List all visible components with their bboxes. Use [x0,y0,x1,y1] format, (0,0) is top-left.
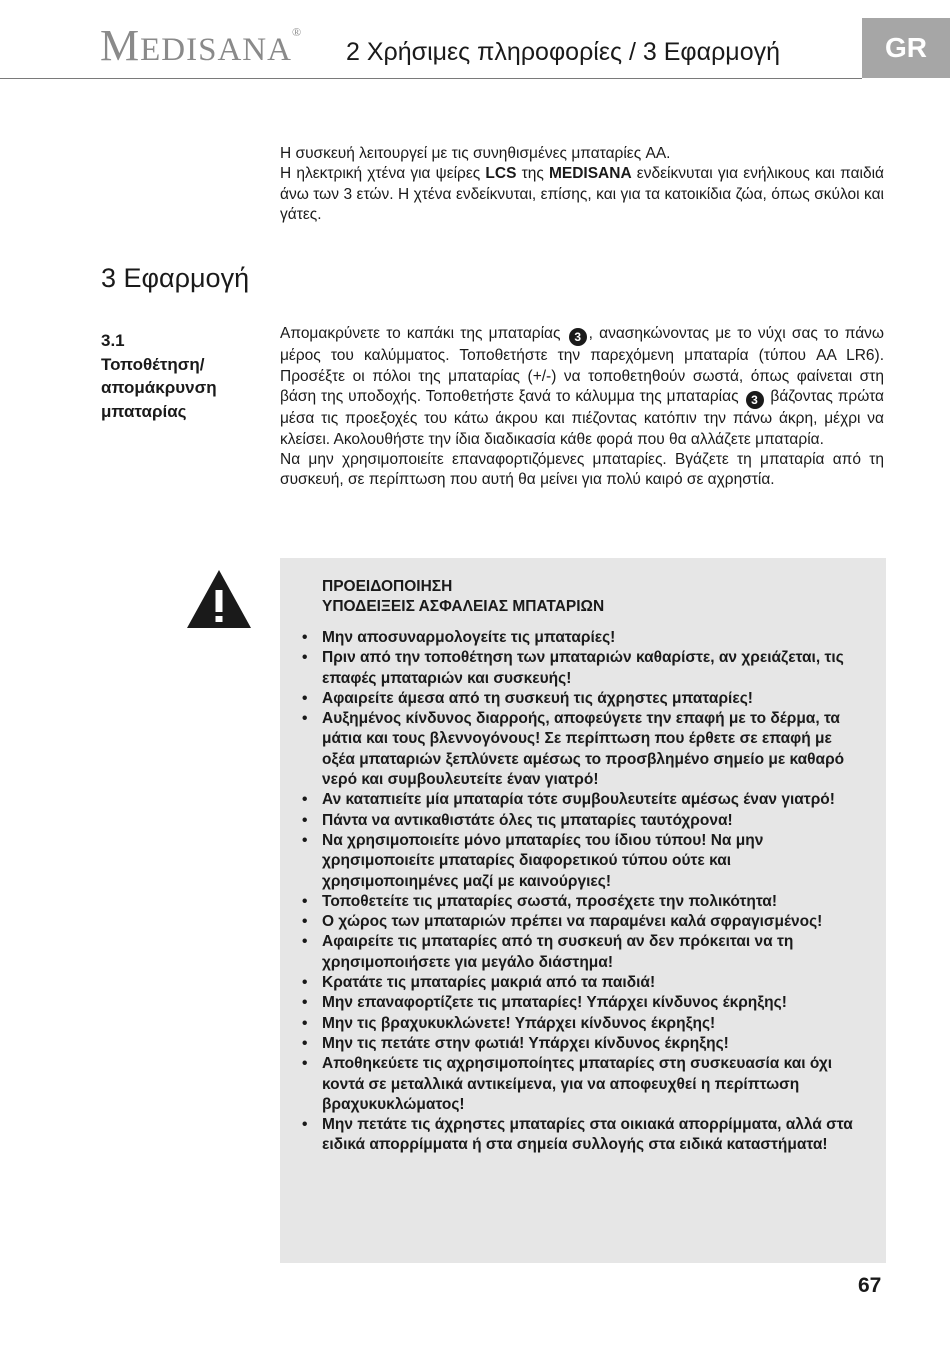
medisana-logo: MEDISANA® [100,21,303,70]
warning-heading-line-1: ΠΡΟΕΙΔΟΠΟΙΗΣΗ [322,578,453,595]
subsection-line-2: απομάκρυνση [101,378,217,397]
subsection-line-3: μπαταρίας [101,401,187,421]
warning-heading-line-2: ΥΠΟΔΕΙΞΕΙΣ ΑΣΦΑΛΕΙΑΣ ΜΠΑΤΑΡΙΩΝ [322,598,605,616]
warning-item: • Κρατάτε τις μπαταρίες μακριά από τα παιδιά! [302,973,864,993]
subsection-number: 3.1 [101,331,125,350]
warning-item: • Αυξημένος κίνδυνος διαρροής, αποφεύγετε την επαφή με το δέρμα, τα μάτια και τους βλεννογόνους! Σε περίπτωση που έρθετε σε επαφή με οξέα μπαταριών ξεπλύνετε αμέσως το προσβλημένο σημείο με καθαρό νερό και συμβουλευτείτε έναν γιατρό! [302,709,864,790]
subsection-line-1: Τοποθέτηση/ [101,354,205,374]
header-divider [0,78,862,79]
subsection-title [101,329,271,423]
intro-text [280,144,884,226]
warning-triangle-icon [185,568,253,630]
warning-item: • Μην αποσυναρμολογείτε τις μπαταρίες! [302,628,864,648]
warning-item: • Μην τις βραχυκυκλώνετε! Υπάρχει κίνδυνος έκρηξης! [302,1014,864,1034]
warning-item: • Να χρησιμοποιείτε μόνο μπαταρίες του ίδιου τύπου! Να μην χρησιμοποιείτε μπαταρίες διαφορετικού τύπου ούτε και χρησιμοποιημένες μαζί με καινούργιες! [302,831,864,892]
warning-item: • Πριν από την τοποθέτηση των μπαταριών καθαρίστε, αν χρειάζεται, τις επαφές μπαταριών και συσκευής! [302,648,864,689]
warning-box [280,558,886,1263]
warning-item: • Αν καταπιείτε μία μπαταρία τότε συμβουλευτείτε αμέσως έναν γιατρό! [302,790,864,810]
section-title: 3 Εφαρμογή [101,263,250,293]
instructions-paragraph-1: Απομακρύνετε το καπάκι της μπαταρίας 3 , ανασηκώνοντας με το νύχι σας το πάνω μέρος του καλύμματος. Τοποθετήστε την παρεχόμενη μπαταρία (τύπου AA LR6). Προσέξτε οι πόλοι της μπαταρίας (+/-) να τοποθετηθούν σωστά, όπως φαίνεται στη βάση της υποδοχής. Τοποθετήστε ξανά το κάλυμμα της μπαταρίας 3 βάζοντας πρώτα μέσα τις προεξοχές του κάτω άκρου και πιέζοντας κατόπιν την πάνω άκρη, μέχρι να κλείσει. Ακολουθήστε την ίδια διαδικασία κάθε φορά που θα αλλάζετε μπαταρία. [280,325,885,448]
warning-item: • Αφαιρείτε άμεσα από τη συσκευή τις άχρηστες μπαταρίες! [302,689,864,709]
instructions-paragraph-2: Να μην χρησιμοποιείτε επαναφορτιζόμενες μπαταρίες. Βγάζετε τη μπαταρία από τη συσκευή, σε περίπτωση που αυτή θα μείνει για πολύ καιρό σε αχρηστία. [280,451,884,489]
header-title: 2 Χρήσιμες πληροφορίες / 3 Εφαρμογή [346,38,780,66]
warning-list [302,628,864,1156]
lcs-bold: LCS [485,165,517,183]
warning-item: • Αποθηκεύετε τις αχρησιμοποίητες μπαταρίες στη συσκευασία και όχι κοντά σε μεταλλικά αντικείμενα, για να αποφευχθεί η περίπτωση βραχυκυκλώματος! [302,1054,864,1115]
warning-item: • Τοποθετείτε τις μπαταρίες σωστά, προσέχετε την πολικότητα! [302,892,864,912]
warning-heading [322,577,604,618]
warning-item: • Πάντα να αντικαθιστάτε όλες τις μπαταρίες ταυτόχρονα! [302,811,864,831]
language-badge: GR [862,18,950,78]
page-header [0,0,950,80]
intro-line-1: Η συσκευή λειτουργεί με τις συνηθισμένες μπαταρίες AA. [280,145,671,162]
brand-bold: MEDISANA [548,165,632,183]
page-number: 67 [858,1274,882,1297]
warning-item: • Μην τις πετάτε στην φωτιά! Υπάρχει κίνδυνος έκρηξης! [302,1034,864,1054]
warning-item: • Μην πετάτε τις άχρηστες μπαταρίες στα οικιακά απορρίμματα, αλλά στα ειδικά απορρίμματα ή στα σημεία συλλογής στα ειδικά καταστήματα! [302,1115,864,1156]
warning-item: • Αφαιρείτε τις μπαταρίες από τη συσκευή αν δεν πρόκειται να τη χρησιμοποιήσετε για μεγάλο διάστημα! [302,932,864,973]
warning-item: • Ο χώρος των μπαταριών πρέπει να παραμένει καλά σφραγισμένος! [302,912,864,932]
instructions-text [280,324,884,491]
warning-item: • Μην επαναφορτίζετε τις μπαταρίες! Υπάρχει κίνδυνος έκρηξης! [302,993,864,1013]
reference-number-3-icon: 3 [746,391,764,409]
intro-paragraph-2: Η ηλεκτρική χτένα για ψείρες LCS της MEDISANA ενδείκνυται για ενήλικους και παιδιά άνω των 3 ετών. Η χτένα ενδείκνυται, επίσης, και για τα κατοικίδια ζώα, όπως σκύλοι και γάτες. [280,165,885,224]
reference-number-3-icon: 3 [569,328,587,346]
